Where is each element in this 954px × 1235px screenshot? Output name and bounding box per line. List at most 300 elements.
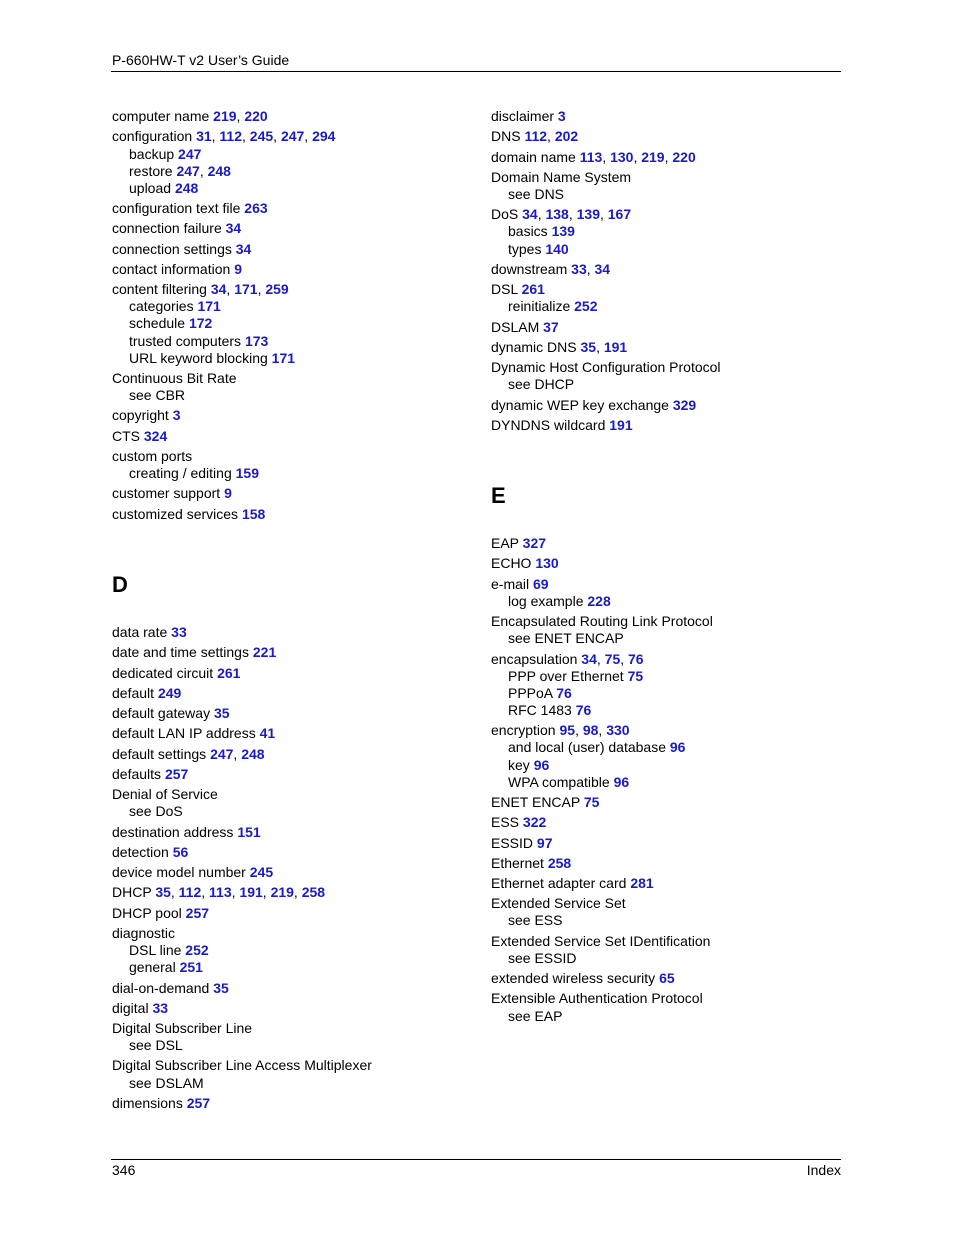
page-separator: , [537, 206, 546, 222]
index-term: Extensible Authentication Protocol [491, 990, 703, 1006]
index-term: DSL [491, 281, 518, 297]
footer-rule [111, 1159, 841, 1160]
page-link-324[interactable]: 324 [143, 428, 168, 444]
page-link-191[interactable]: 191 [609, 417, 633, 433]
index-entry-dedicated-circuit [112, 665, 240, 682]
index-term: Encapsulated Routing Link Protocol [491, 613, 713, 629]
page-link-96[interactable]: 96 [669, 739, 686, 755]
index-entry-encryption [491, 722, 630, 739]
page-separator: , [293, 884, 302, 900]
page-link-33[interactable]: 33 [171, 624, 187, 640]
page-link-159[interactable]: 159 [235, 465, 259, 481]
index-term: creating / editing [129, 465, 232, 481]
index-term: Ethernet [491, 855, 544, 871]
page-separator: , [236, 108, 245, 124]
index-term: e-mail [491, 576, 530, 592]
index-term: Digital Subscriber Line [112, 1020, 253, 1036]
page-link-219[interactable]: 219 [641, 149, 665, 165]
index-term: see CBR [129, 387, 186, 403]
index-entry-default [112, 685, 181, 702]
page-link-35[interactable]: 35 [155, 884, 171, 900]
index-term: PPPoA [508, 685, 553, 701]
page-separator: , [602, 149, 611, 165]
page-link-56[interactable]: 56 [172, 844, 189, 860]
index-subentry-rfc-1483 [508, 702, 591, 719]
index-term: data rate [112, 624, 168, 640]
page-separator: , [620, 651, 629, 667]
index-entry-digital-subscriber-line [112, 1020, 252, 1037]
index-entry-dial-on-demand [112, 980, 229, 997]
index-entry-encapsulation [491, 651, 644, 668]
index-entry-dhcp-pool [112, 905, 209, 922]
page-link-75[interactable]: 75 [583, 794, 600, 810]
index-term: see EAP [508, 1008, 563, 1024]
page-link-35[interactable]: 35 [213, 705, 230, 721]
page-link-33[interactable]: 33 [571, 261, 587, 277]
index-entry-ess [491, 814, 546, 831]
page-separator: , [273, 128, 281, 144]
page-link-31[interactable]: 31 [196, 128, 212, 144]
index-entry-content-filtering [112, 281, 289, 298]
index-subentry-see-essid [508, 950, 576, 967]
page-separator: , [596, 651, 605, 667]
page-link-34[interactable]: 34 [235, 241, 252, 257]
index-term: content filtering [112, 281, 207, 297]
index-entry-computer-name [112, 108, 268, 125]
page-link-220[interactable]: 220 [244, 108, 268, 124]
page-link-258[interactable]: 258 [301, 884, 326, 900]
index-term: diagnostic [112, 925, 176, 941]
page-link-140[interactable]: 140 [545, 241, 569, 257]
index-term: restore [129, 163, 173, 179]
index-term: DNS [491, 128, 521, 144]
page-separator: , [596, 339, 604, 355]
index-subentry-key [508, 757, 549, 774]
index-term: extended wireless security [491, 970, 656, 986]
index-entry-digital-subscriber-line-access-multiplexer [112, 1057, 372, 1074]
index-entry-dhcp [112, 884, 325, 901]
index-term: and local (user) database [508, 739, 666, 755]
page-link-263[interactable]: 263 [244, 200, 268, 216]
page-separator: , [633, 149, 642, 165]
index-term: encryption [491, 722, 556, 738]
page-link-171[interactable]: 171 [271, 350, 296, 366]
page-link-96[interactable]: 96 [613, 774, 630, 790]
index-term: device model number [112, 864, 246, 880]
index-term: CTS [112, 428, 140, 444]
index-term: Ethernet adapter card [491, 875, 627, 891]
page-link-219[interactable]: 219 [213, 108, 237, 124]
index-term: see DoS [129, 803, 183, 819]
index-subentry-wpa-compatible [508, 774, 629, 791]
index-subentry-dsl-line [129, 942, 209, 959]
index-term: dimensions [112, 1095, 183, 1111]
page-link-257[interactable]: 257 [185, 905, 210, 921]
index-term: see DSLAM [129, 1075, 204, 1091]
page-separator: , [568, 206, 577, 222]
index-term: WPA compatible [508, 774, 610, 790]
page-separator: , [201, 884, 210, 900]
page-link-173[interactable]: 173 [244, 333, 269, 349]
page-link-41[interactable]: 41 [259, 725, 276, 741]
index-entry-date-and-time-settings [112, 644, 276, 661]
page-link-252[interactable]: 252 [185, 942, 209, 958]
index-subentry-see-dsl [129, 1037, 183, 1054]
index-term: EAP [491, 535, 519, 551]
index-entry-dimensions [112, 1095, 210, 1112]
index-entry-device-model-number [112, 864, 273, 881]
index-term: domain name [491, 149, 576, 165]
index-term: disclaimer [491, 108, 555, 124]
index-term: connection failure [112, 220, 222, 236]
page-link-34[interactable]: 34 [210, 281, 227, 297]
index-entry-dynamic-host-configuration-protocol [491, 359, 721, 376]
index-entry-ethernet [491, 855, 571, 872]
index-term: Extended Service Set IDentification [491, 933, 711, 949]
index-term: destination address [112, 824, 234, 840]
index-term: ESS [491, 814, 520, 830]
index-subentry-see-dhcp [508, 376, 574, 393]
index-entry-digital [112, 1000, 168, 1017]
index-term: default gateway [112, 705, 211, 721]
page-link-9[interactable]: 9 [234, 261, 242, 277]
page-link-247[interactable]: 247 [176, 163, 200, 179]
index-entry-e-mail [491, 576, 549, 593]
page-link-112[interactable]: 112 [178, 884, 202, 900]
index-entry-customized-services [112, 506, 265, 523]
index-subentry-categories [129, 298, 221, 315]
index-subentry-schedule [129, 315, 212, 332]
page-link-69[interactable]: 69 [533, 576, 549, 592]
page-link-76[interactable]: 76 [628, 651, 644, 667]
index-term: ECHO [491, 555, 532, 571]
index-entry-eap [491, 535, 546, 552]
index-term: configuration text file [112, 200, 241, 216]
index-entry-continuous-bit-rate [112, 370, 237, 387]
section-letter-d: D [112, 572, 128, 597]
index-term: customer support [112, 485, 221, 501]
index-subentry-log-example [508, 593, 611, 610]
index-entry-extended-service-set-identification [491, 933, 710, 950]
index-entry-domain-name-system [491, 169, 631, 186]
page-separator: , [257, 281, 266, 297]
index-entry-dynamic-wep-key-exchange [491, 397, 696, 414]
index-subentry-trusted-computers [129, 333, 268, 350]
index-term: customized services [112, 506, 239, 522]
index-entry-denial-of-service [112, 786, 218, 803]
footer-section-name: Index [806, 1162, 841, 1178]
index-term: DHCP pool [112, 905, 182, 921]
index-entry-dsl [491, 281, 545, 298]
page-link-245[interactable]: 245 [249, 128, 274, 144]
index-entry-connection-failure [112, 220, 241, 237]
page-link-35[interactable]: 35 [580, 339, 597, 355]
index-subentry-see-enet-encap [508, 630, 624, 647]
page-separator: , [575, 722, 583, 738]
page-link-245[interactable]: 245 [249, 864, 274, 880]
page-separator: , [664, 149, 673, 165]
index-term: see ESSID [508, 950, 577, 966]
page-link-261[interactable]: 261 [217, 665, 241, 681]
index-term: Continuous Bit Rate [112, 370, 237, 386]
page-link-191[interactable]: 191 [239, 884, 263, 900]
page-link-172[interactable]: 172 [188, 315, 213, 331]
index-term: Dynamic Host Configuration Protocol [491, 359, 721, 375]
page-separator: , [598, 722, 607, 738]
index-term: default [112, 685, 155, 701]
page-link-76[interactable]: 76 [556, 685, 572, 701]
index-subentry-backup [129, 146, 201, 163]
page-link-75[interactable]: 75 [604, 651, 621, 667]
page-link-167[interactable]: 167 [607, 206, 632, 222]
page-link-113[interactable]: 113 [579, 149, 603, 165]
page-link-34[interactable]: 34 [225, 220, 242, 236]
page-link-247[interactable]: 247 [210, 746, 234, 762]
index-term: default LAN IP address [112, 725, 256, 741]
index-term: DHCP [112, 884, 152, 900]
index-term: trusted computers [129, 333, 242, 349]
index-term: custom ports [112, 448, 193, 464]
page-link-257[interactable]: 257 [164, 766, 189, 782]
footer-page-number: 346 [112, 1162, 136, 1178]
index-subentry-see-dos [129, 803, 183, 820]
page-link-98[interactable]: 98 [582, 722, 599, 738]
index-term: dynamic WEP key exchange [491, 397, 669, 413]
page-link-257[interactable]: 257 [186, 1095, 211, 1111]
index-term: types [508, 241, 542, 257]
index-subentry-url-keyword-blocking [129, 350, 295, 367]
index-entry-dslam [491, 319, 559, 336]
index-term: backup [129, 146, 175, 162]
page-link-294[interactable]: 294 [312, 128, 336, 144]
page-link-76[interactable]: 76 [575, 702, 592, 718]
index-term: RFC 1483 [508, 702, 572, 718]
index-term: upload [129, 180, 172, 196]
page-separator: , [262, 884, 271, 900]
index-term: basics [508, 223, 548, 239]
page-link-139[interactable]: 139 [551, 223, 575, 239]
index-term: Denial of Service [112, 786, 218, 802]
page-link-112[interactable]: 112 [524, 128, 548, 144]
page-link-65[interactable]: 65 [659, 970, 675, 986]
index-entry-configuration-text-file [112, 200, 268, 217]
page-link-130[interactable]: 130 [535, 555, 559, 571]
page-link-35[interactable]: 35 [213, 980, 229, 996]
page-link-247[interactable]: 247 [178, 146, 202, 162]
index-entry-domain-name [491, 149, 696, 166]
page-link-34[interactable]: 34 [594, 261, 611, 277]
index-entry-detection [112, 844, 188, 861]
index-term: ESSID [491, 835, 534, 851]
index-subentry-ppp-over-ethernet [508, 668, 643, 685]
index-term: detection [112, 844, 169, 860]
index-entry-defaults [112, 766, 188, 783]
index-term: categories [129, 298, 194, 314]
index-term: see DNS [508, 186, 565, 202]
page-link-139[interactable]: 139 [576, 206, 600, 222]
index-term: log example [508, 593, 584, 609]
index-term: reinitialize [508, 298, 571, 314]
index-term: default settings [112, 746, 207, 762]
index-term: dedicated circuit [112, 665, 214, 681]
index-entry-destination-address [112, 824, 261, 841]
page-link-112[interactable]: 112 [219, 128, 243, 144]
index-term: Domain Name System [491, 169, 632, 185]
index-entry-configuration [112, 128, 335, 145]
page-link-258[interactable]: 258 [547, 855, 572, 871]
page-header-title: P-660HW-T v2 User’s Guide [112, 52, 290, 68]
index-term: schedule [129, 315, 186, 331]
index-entry-encapsulated-routing-link-protocol [491, 613, 713, 630]
index-entry-connection-settings [112, 241, 251, 258]
page-link-37[interactable]: 37 [543, 319, 559, 335]
page-separator: , [170, 884, 179, 900]
index-term: see ENET ENCAP [508, 630, 624, 646]
index-subentry-basics [508, 223, 575, 240]
page-link-95[interactable]: 95 [559, 722, 576, 738]
page-link-34[interactable]: 34 [522, 206, 538, 222]
page-separator: , [199, 163, 208, 179]
index-entry-extended-service-set [491, 895, 626, 912]
page-separator: , [233, 746, 242, 762]
page-link-34[interactable]: 34 [581, 651, 597, 667]
index-subentry-see-dslam [129, 1075, 204, 1092]
page-link-251[interactable]: 251 [179, 959, 203, 975]
index-entry-dyndns-wildcard [491, 417, 633, 434]
index-term: encapsulation [491, 651, 578, 667]
page-link-330[interactable]: 330 [606, 722, 630, 738]
index-term: ENET ENCAP [491, 794, 580, 810]
index-term: dial-on-demand [112, 980, 210, 996]
index-subentry-creating-editing [129, 465, 259, 482]
index-entry-dos [491, 206, 631, 223]
index-term: see DHCP [508, 376, 575, 392]
index-entry-enet-encap [491, 794, 599, 811]
index-subentry-reinitialize [508, 298, 598, 315]
page-link-130[interactable]: 130 [610, 149, 634, 165]
index-term: DSLAM [491, 319, 540, 335]
page-separator: , [211, 128, 220, 144]
index-term: PPP over Ethernet [508, 668, 624, 684]
index-term: date and time settings [112, 644, 249, 660]
index-term: contact information [112, 261, 231, 277]
page-separator: , [226, 281, 235, 297]
index-entry-diagnostic [112, 925, 175, 942]
page-separator: , [231, 884, 240, 900]
index-term: DoS [491, 206, 519, 222]
page-link-228[interactable]: 228 [587, 593, 611, 609]
page-separator: , [586, 261, 595, 277]
page-link-247[interactable]: 247 [280, 128, 305, 144]
index-entry-extensible-authentication-protocol [491, 990, 703, 1007]
page-link-219[interactable]: 219 [270, 884, 294, 900]
page-link-249[interactable]: 249 [157, 685, 182, 701]
index-subentry-see-ess [508, 912, 562, 929]
section-letter-e: E [491, 483, 506, 508]
page-link-97[interactable]: 97 [536, 835, 553, 851]
page-link-221[interactable]: 221 [252, 644, 277, 660]
index-subentry-types [508, 241, 569, 258]
index-entry-data-rate [112, 624, 187, 641]
page-link-220[interactable]: 220 [672, 149, 696, 165]
index-entry-contact-information [112, 261, 242, 278]
index-subentry-general [129, 959, 203, 976]
page-link-261[interactable]: 261 [521, 281, 545, 297]
page-link-327[interactable]: 327 [522, 535, 547, 551]
page-link-281[interactable]: 281 [630, 875, 654, 891]
page-link-171[interactable]: 171 [234, 281, 258, 297]
page-link-9[interactable]: 9 [224, 485, 232, 501]
index-entry-extended-wireless-security [491, 970, 675, 987]
page-link-322[interactable]: 322 [522, 814, 547, 830]
index-entry-copyright [112, 407, 181, 424]
index-subentry-pppoa [508, 685, 572, 702]
index-entry-cts [112, 428, 167, 445]
index-subentry-see-dns [508, 186, 564, 203]
page-separator: , [547, 128, 555, 144]
page-link-171[interactable]: 171 [197, 298, 221, 314]
index-term: Extended Service Set [491, 895, 626, 911]
index-term: downstream [491, 261, 568, 277]
page-link-96[interactable]: 96 [533, 757, 550, 773]
page-link-158[interactable]: 158 [241, 506, 266, 522]
index-entry-custom-ports [112, 448, 192, 465]
index-term: Digital Subscriber Line Access Multiplexer [112, 1057, 372, 1073]
index-term: configuration [112, 128, 193, 144]
page-link-75[interactable]: 75 [627, 668, 644, 684]
index-term: see ESS [508, 912, 563, 928]
page-link-151[interactable]: 151 [237, 824, 261, 840]
index-entry-echo [491, 555, 559, 572]
index-term: DYNDNS wildcard [491, 417, 606, 433]
page-link-202[interactable]: 202 [554, 128, 579, 144]
page-link-259[interactable]: 259 [265, 281, 289, 297]
page-link-3[interactable]: 3 [172, 407, 181, 423]
page-link-113[interactable]: 113 [209, 884, 232, 900]
index-entry-default-settings [112, 746, 265, 763]
index-term: digital [112, 1000, 149, 1016]
index-term: dynamic DNS [491, 339, 577, 355]
page-link-191[interactable]: 191 [603, 339, 628, 355]
page-separator: , [599, 206, 608, 222]
header-rule [111, 71, 841, 72]
index-entry-disclaimer [491, 108, 566, 125]
index-entry-dns [491, 128, 578, 145]
page-separator: , [304, 128, 313, 144]
index-entry-customer-support [112, 485, 232, 502]
page-link-248[interactable]: 248 [207, 163, 231, 179]
page-link-252[interactable]: 252 [574, 298, 598, 314]
index-subentry-restore [129, 163, 231, 180]
index-term: copyright [112, 407, 169, 423]
index-entry-downstream [491, 261, 610, 278]
index-subentry-and-local-user-database [508, 739, 685, 756]
index-subentry-upload [129, 180, 198, 197]
index-term: URL keyword blocking [129, 350, 268, 366]
index-term: computer name [112, 108, 210, 124]
page-link-329[interactable]: 329 [672, 397, 697, 413]
page-link-138[interactable]: 138 [545, 206, 569, 222]
index-entry-default-lan-ip-address [112, 725, 275, 742]
page-link-248[interactable]: 248 [174, 180, 199, 196]
page-link-248[interactable]: 248 [241, 746, 265, 762]
index-entry-default-gateway [112, 705, 230, 722]
page-link-33[interactable]: 33 [152, 1000, 169, 1016]
index-entry-dynamic-dns [491, 339, 627, 356]
page-link-3[interactable]: 3 [557, 108, 566, 124]
index-subentry-see-eap [508, 1008, 562, 1025]
index-entry-ethernet-adapter-card [491, 875, 654, 892]
